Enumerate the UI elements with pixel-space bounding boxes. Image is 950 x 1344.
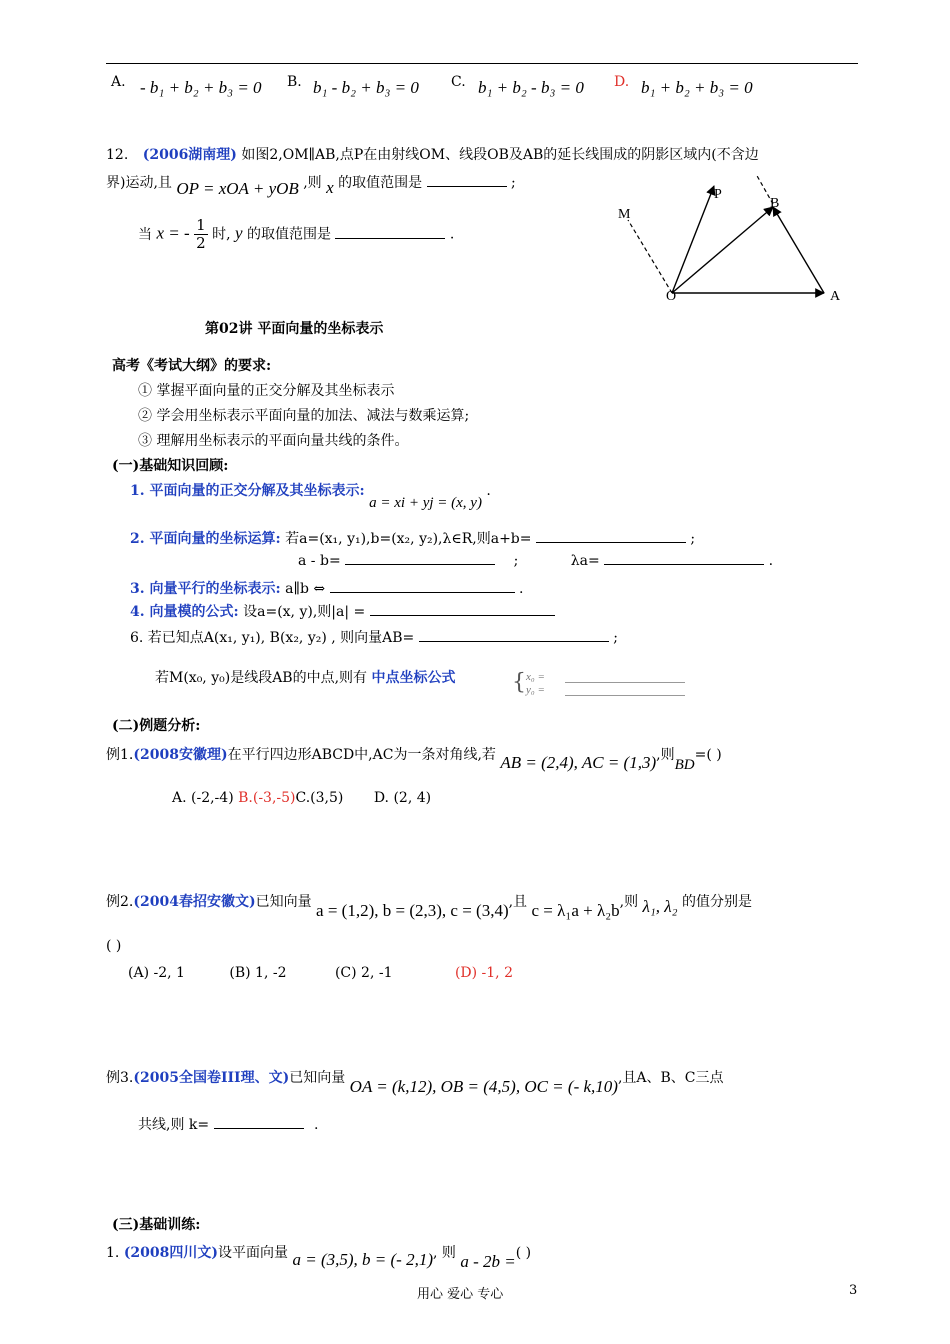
- part2-heading: (二)例题分析:: [112, 718, 201, 734]
- ex1-paren: =( ): [694, 747, 722, 763]
- mid-text: 若M(x₀, y₀)是线段AB的中点,则有: [155, 670, 368, 686]
- t1-formula: a = (3,5), b = (- 2,1): [292, 1250, 433, 1269]
- t1-source: (2008四川文): [123, 1245, 219, 1261]
- ex3-tail: .: [314, 1117, 319, 1133]
- q12-text4: 的取值范围是: [338, 175, 423, 191]
- k1-tail: .: [486, 483, 491, 499]
- ex1-formula: AB = (2,4), AC = (1,3): [500, 753, 657, 772]
- example-3: [106, 1067, 724, 1096]
- q12-answer-blank-1[interactable]: [427, 186, 507, 187]
- k3-label: 3. 向量平行的坐标表示:: [130, 581, 281, 597]
- knowledge-2-line2: [298, 553, 773, 569]
- mid-x-blank[interactable]: [565, 682, 685, 683]
- knowledge-3: [130, 578, 523, 598]
- choice-b-label: B.: [287, 74, 302, 90]
- syllabus-heading: 高考《考试大纲》的要求:: [112, 358, 272, 374]
- ex2-rest: 的值分别是: [682, 894, 753, 910]
- ex1-option-d: D. (2, 4): [373, 790, 432, 806]
- label-o: O: [666, 289, 677, 304]
- mid-x: x₀ =: [526, 671, 545, 683]
- ex2-and: ,且: [508, 894, 528, 910]
- training-1: [106, 1242, 532, 1271]
- midpoint-line: [155, 667, 456, 687]
- k2-diff-label: a - b=: [298, 553, 341, 569]
- choice-a-expr: - b₁ + b₂ + b₃ = 0: [140, 78, 262, 97]
- ex1-bd: BD: [674, 757, 695, 773]
- q12-y-var: y: [235, 223, 243, 243]
- t1-prefix: 1.: [106, 1245, 120, 1261]
- q12-text2: 界)运动,且: [106, 175, 172, 191]
- k6-tail: ;: [613, 630, 618, 646]
- knowledge-6: [130, 627, 618, 647]
- k3-text: a∥b ⇔: [285, 581, 326, 597]
- ex1-option-a: A. (-2,-4): [172, 790, 234, 806]
- ex3-formula: OA = (k,12), OB = (4,5), OC = (- k,10): [349, 1077, 618, 1096]
- label-b: B: [770, 196, 780, 211]
- mid-y-blank[interactable]: [565, 695, 685, 696]
- vector-op: [672, 186, 714, 293]
- t1-formula2: a - 2b =: [460, 1252, 516, 1271]
- k2-scalar-label: λa=: [570, 553, 600, 569]
- k1-label: 1. 平面向量的正交分解及其坐标表示:: [130, 483, 365, 499]
- example-3-line2: [138, 1114, 318, 1134]
- k6-blank[interactable]: [419, 641, 609, 642]
- ex2-option-b: (B) 1, -2: [229, 965, 287, 981]
- q12-number: 12.: [106, 147, 129, 163]
- q12-tail1: ;: [511, 175, 516, 191]
- q12-line2-mid: 时,: [212, 226, 231, 243]
- midpoint-brace: {: [512, 670, 526, 695]
- syllabus-item: ② 学会用坐标表示平面向量的加法、减法与数乘运算;: [138, 408, 470, 424]
- syllabus-item: ① 掌握平面向量的正交分解及其坐标表示: [138, 383, 395, 399]
- k2-sum-blank[interactable]: [536, 542, 686, 543]
- q12-x-var: x: [326, 178, 334, 197]
- k1-formula: a = xi + yj = (x, y): [369, 495, 482, 511]
- choice-b-expr: b₁ - b₂ + b₃ = 0: [313, 78, 419, 97]
- example-2-options: [128, 965, 513, 981]
- ex2-lambdas: λ₁, λ₂: [642, 897, 678, 916]
- q12-tail2: .: [449, 226, 455, 243]
- choice-d-expr: b₁ + b₂ + b₃ = 0: [641, 78, 753, 97]
- k2-sep: ;: [513, 553, 519, 569]
- dashed-line-om: [628, 220, 672, 293]
- ex2-prefix: 例2.: [106, 894, 134, 910]
- q12-formula: OP = xOA + yOB: [176, 179, 299, 198]
- t1-paren: ( ): [515, 1245, 532, 1261]
- mid-y: y₀ =: [526, 684, 545, 696]
- k2-scalar-blank[interactable]: [604, 564, 764, 565]
- ex1-option-b: B.(-3,-5): [238, 790, 296, 806]
- ex3-line2: 共线,则 k=: [138, 1117, 210, 1133]
- k6-text: 6. 若已知点A(x₁, y₁), B(x₂, y₂) , 则向量AB=: [130, 630, 415, 646]
- ex2-option-a: (A) -2, 1: [128, 965, 185, 981]
- ex2-then: ,则: [619, 894, 639, 910]
- choice-d-label: D.: [614, 74, 630, 90]
- k2-label: 2. 平面向量的坐标运算:: [130, 531, 281, 547]
- footer-center: 用心 爱心 专心: [417, 1287, 504, 1302]
- ex1-prefix: 例1.: [106, 747, 134, 763]
- ex1-then: ,则: [656, 747, 675, 763]
- k4-blank[interactable]: [370, 615, 555, 616]
- ex1-source: (2008安徽理): [133, 747, 228, 763]
- ex2-formula2: c = λ₁a + λ₂b: [531, 901, 620, 920]
- k3-tail: .: [519, 581, 524, 597]
- q12-line2-x: x = -: [156, 223, 190, 243]
- fraction-numerator: 1: [196, 216, 206, 234]
- q12-answer-blank-2[interactable]: [335, 238, 445, 239]
- ex1-text: 在平行四边形ABCD中,AC为一条对角线,若: [227, 747, 496, 763]
- segment-ab: [773, 207, 824, 293]
- t1-text: 设平面向量: [218, 1245, 289, 1261]
- vector-ob: [672, 207, 773, 293]
- mid-label: 中点坐标公式: [371, 670, 456, 686]
- choice-a-label: A.: [111, 74, 126, 90]
- q12-line2-rest: 的取值范围是: [247, 226, 331, 243]
- fraction-one-half: [194, 217, 208, 252]
- k4-text: 设a=(x, y),则|a| =: [243, 604, 366, 620]
- label-m: M: [618, 207, 631, 222]
- k3-blank[interactable]: [330, 592, 515, 593]
- ex1-option-c: C.(3,5): [295, 790, 344, 806]
- q12-text1: 如图2,OM∥AB,点P在由射线OM、线段OB及AB的延长线围成的阴影区域内(不含边: [241, 147, 759, 163]
- knowledge-4: [130, 601, 555, 621]
- label-a: A: [830, 289, 841, 304]
- ex2-source: (2004春招安徽文): [133, 894, 256, 910]
- example-2: [106, 891, 753, 920]
- choice-c-label: C.: [451, 74, 466, 90]
- k2-text: 若a=(x₁, y₁),b=(x₂, y₂),λ∈R,则a+b=: [285, 531, 532, 547]
- t1-then: , 则: [432, 1245, 456, 1261]
- vector-diagram: [610, 170, 850, 310]
- fraction-denominator: 2: [196, 234, 206, 252]
- section-title: 第02讲 平面向量的坐标表示: [205, 321, 384, 337]
- syllabus-item: ③ 理解用坐标表示的平面向量共线的条件。: [138, 433, 409, 449]
- k4-label: 4. 向量模的公式:: [130, 604, 239, 620]
- k2-diff-blank[interactable]: [345, 564, 495, 565]
- example-1: [106, 744, 722, 773]
- label-p: P: [714, 187, 722, 202]
- page-number: 3: [849, 1283, 858, 1298]
- part1-heading: (一)基础知识回顾:: [112, 458, 229, 474]
- q12-line1: [106, 144, 759, 164]
- ex2-text: 已知向量: [255, 894, 312, 910]
- knowledge-1: [130, 480, 491, 511]
- ex3-rest: ,且A、B、C三点: [617, 1070, 724, 1086]
- ex2-option-d: (D) -1, 2: [454, 965, 513, 981]
- k2-tail: ;: [690, 531, 696, 547]
- q12-line2-prefix: 当: [138, 226, 152, 243]
- ex2-option-c: (C) 2, -1: [334, 965, 393, 981]
- q12-line3: [138, 217, 454, 252]
- ex3-blank[interactable]: [214, 1128, 304, 1129]
- k2-line2-tail: .: [768, 553, 774, 569]
- ex3-prefix: 例3.: [106, 1070, 134, 1086]
- knowledge-2: [130, 528, 695, 548]
- top-rule: [106, 63, 858, 64]
- ex3-source: (2005全国卷III理、文): [133, 1070, 290, 1086]
- ex3-text: 已知向量: [289, 1070, 346, 1086]
- q12-source: (2006湖南理): [142, 147, 237, 163]
- ex2-paren: ( ): [106, 938, 122, 954]
- ex2-formula: a = (1,2), b = (2,3), c = (3,4): [316, 901, 509, 920]
- q12-text3: ,则: [303, 175, 322, 191]
- q12-line2: [106, 172, 516, 198]
- example-1-options: [172, 790, 431, 806]
- part3-heading: (三)基础训练:: [112, 1217, 201, 1233]
- choice-c-expr: b₁ + b₂ - b₃ = 0: [478, 78, 584, 97]
